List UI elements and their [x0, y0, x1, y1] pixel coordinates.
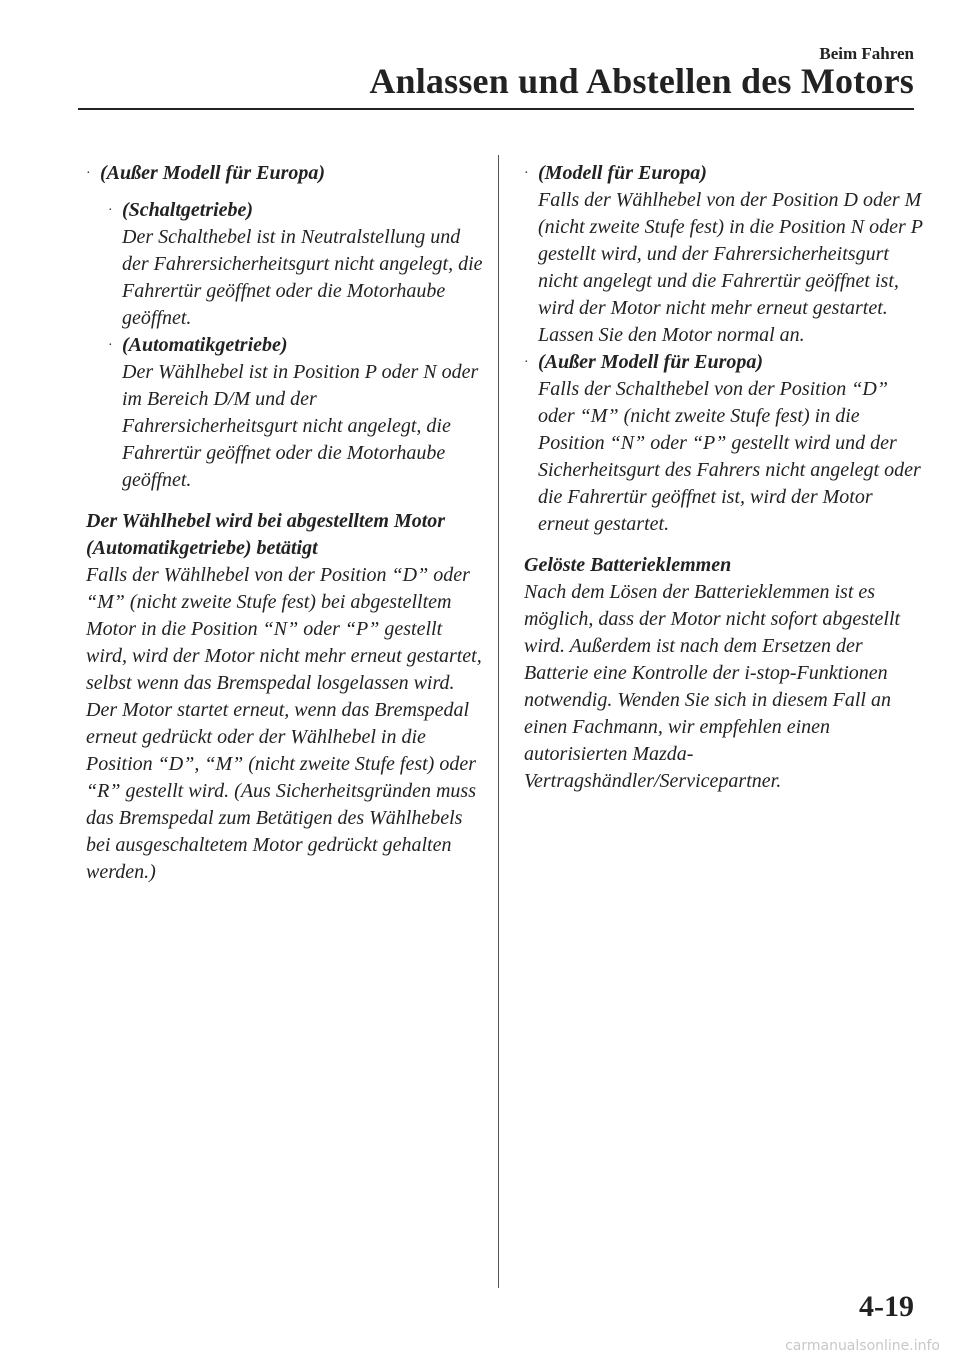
bullet-non-europe	[524, 349, 924, 538]
footer-watermark: carmanualsonline.info	[785, 1338, 940, 1354]
bullet-text: Der Schalthebel ist in Neutralstellung und der Fahrersicherheitsgurt nicht angelegt, die Fahrertür geöffnet oder die Motorhaube geöffnet.	[122, 226, 483, 329]
bullet-text: Der Wählhebel ist in Position P oder N oder im Bereich D/M und der Fahrersicherheitsgurt nicht angelegt, die Fahrertür geöffnet oder die Motorhaube geöffnet.	[122, 361, 479, 491]
bullet-dot-icon: ·	[108, 338, 113, 353]
right-column	[524, 160, 924, 795]
bullet-text: Falls der Schalthebel von der Position “D” oder “M” (nicht zweite Stufe fest) in die Position “N” oder “P” gestellt wird und der Sicherheitsgurt des Fahrers nicht angelegt oder die Fahrertür geöffnet ist, wird der Motor erneut gestartet.	[538, 378, 921, 535]
bullet-dot-icon: ·	[108, 203, 113, 218]
left-column	[86, 160, 486, 886]
section-heading: Der Wählhebel wird bei abgestelltem Motor (Automatikgetriebe) betätigt	[86, 510, 446, 559]
bullet-title: (Außer Modell für Europa)	[100, 162, 326, 184]
bullet-text: Falls der Wählhebel von der Position D oder M (nicht zweite Stufe fest) in die Position N oder P gestellt wird, und der Fahrersicherheitsgurt nicht angelegt und die Fahrertür geöffnet ist, wird der Motor nicht mehr erneut gestartet. Lassen Sie den Motor normal an.	[538, 189, 923, 346]
bullet-dot-icon: ·	[86, 166, 91, 181]
section-text: Nach dem Lösen der Batterieklemmen ist es möglich, dass der Motor nicht sofort abgestellt wird. Außerdem ist nach dem Ersetzen der Batterie eine Kontrolle der i-stop-Funktionen notwendig. Wenden Sie sich in diesem Fall an einen Fachmann, wir empfehlen einen autorisierten Mazda-Vertragshändler/Servicepartner.	[524, 581, 901, 792]
bullet-dot-icon: ·	[524, 355, 529, 370]
sub-bullet-manual	[108, 197, 486, 332]
bullet-title: (Modell für Europa)	[538, 162, 707, 184]
bullet-dot-icon: ·	[524, 166, 529, 181]
bullet-title: (Schaltgetriebe)	[122, 199, 254, 221]
bullet-outer	[86, 160, 486, 187]
sub-bullet-automatic	[108, 332, 486, 494]
section-heading: Gelöste Batterieklemmen	[524, 554, 732, 576]
header-rule	[78, 108, 914, 110]
section-label: Beim Fahren	[819, 44, 914, 63]
page-title: Anlassen und Abstellen des Motors	[369, 61, 914, 101]
bullet-title: (Automatikgetriebe)	[122, 334, 288, 356]
section-text: Falls der Wählhebel von der Position “D” oder “M” (nicht zweite Stufe fest) bei abgestelltem Motor in die Position “N” oder “P” gestellt wird, wird der Motor nicht mehr erneut gestartet, selbst wenn das Bremspedal losgelassen wird. Der Motor startet erneut, wenn das Bremspedal erneut gedrückt oder der Wählhebel in die Position “D”, “M” (nicht zweite Stufe fest) oder “R” gestellt wird. (Aus Sicherheitsgründen muss das Bremspedal zum Betätigen des Wählhebels bei ausgeschaltetem Motor gedrückt gehalten werden.)	[86, 564, 482, 883]
bullet-europe	[524, 160, 924, 349]
column-divider	[498, 155, 499, 1288]
bullet-title: (Außer Modell für Europa)	[538, 351, 764, 373]
page-number: 4-19	[859, 1290, 914, 1323]
